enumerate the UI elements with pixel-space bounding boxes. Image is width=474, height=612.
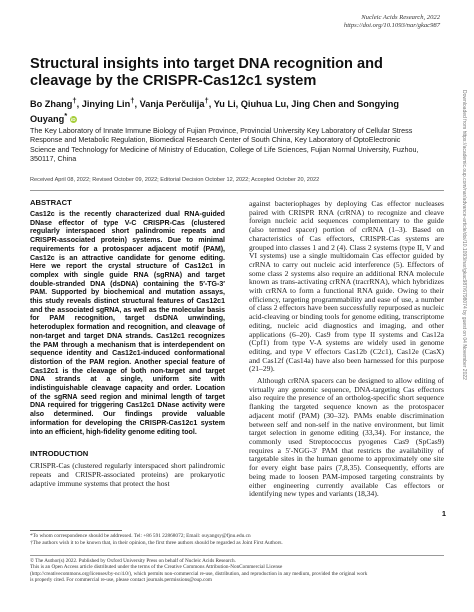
author-name[interactable]: Bo Zhang [30, 99, 73, 110]
doi-link[interactable]: https://doi.org/10.1093/nar/gkac987 [343, 22, 440, 29]
joint-authors-footnote: †The authors wish it to be known that, in their opinion, the first three authors should be regarded as Joint First Authors. [30, 539, 283, 546]
author-name[interactable]: Jing Chen [291, 99, 336, 110]
author-name[interactable]: Yu Li [213, 99, 236, 110]
left-column [30, 198, 225, 488]
page-number: 1 [441, 509, 446, 518]
author-separator: and [335, 99, 358, 110]
download-watermark [459, 90, 469, 550]
equal-contribution-mark: † [72, 96, 77, 105]
author-list [30, 95, 430, 125]
author-separator: , [235, 99, 241, 110]
copyright-line: © The Author(s) 2022. Published by Oxford University Press on behalf of Nucleic Acids Research. [30, 558, 236, 564]
header-divider [30, 190, 444, 191]
license-divider [30, 555, 444, 556]
license-url-line[interactable]: (http://creativecommons.org/licenses/by-nc/4.0/), which permits non-commercial re-use, distribution, and reproduction in any medium, provided the original work [30, 570, 368, 577]
author-separator: , [134, 99, 140, 110]
journal-citation [240, 14, 440, 30]
author-name[interactable]: Qiuhua Lu [240, 99, 287, 110]
abstract-heading: ABSTRACT [30, 198, 72, 207]
corresponding-author-mark: * [64, 111, 68, 121]
footnote-divider [30, 530, 122, 531]
article-title: Structural insights into target DNA recognition and cleavage by the CRISPR-Cas12c1 system [30, 56, 383, 89]
abstract-text: Cas12c is the recently characterized dual RNA-guided DNase effector of type V-C CRISPR-Cas (clustered regularly interspaced short palindromic repeats and CRISPR-associated protein) systems. Due to minimal requirements for a protospacer adjacent motif (PAM), Cas12c is an attractive candidate for genome editing. Here we report the crystal structure of Cas12c1 in complex with single guide RNA (sgRNA) and target double-stranded DNA (dsDNA) containing the 5′-TG-3′ PAM. Supported by biochemical and mutation assays, this study reveals distinct structural features of Cas12c1 and the associated sgRNA, as well as the molecular basis for PAM recognition, target dsDNA unwinding, heteroduplex formation and recognition, and cleavage of non-target and target DNA strands. Cas12c1 recognizes the PAM through a mechanism that is interdependent on sequence identity and Cas12c1-induced conformational distortion of the PAM region. Another special feature of Cas12c1 is the cleavage of both non-target and target DNA strands at a single, uniform site with indistinguishable cleavage capacity and order. Location of the sgRNA seed region and minimal length of target DNA required for triggering Cas12c1 DNase activity were also determined. Our findings provide valuable information for developing the CRISPR-Cas12c1 system into an efficient, high-fidelity genome editing tool. [30, 211, 225, 436]
author-name[interactable]: Songying Ouyang [30, 99, 400, 125]
license-line: This is an Open Access article distributed under the terms of the Creative Commons Attribution-NonCommercial License [30, 564, 283, 571]
license-notice [30, 558, 446, 584]
introduction-paragraph: CRISPR-Cas (clustered regularly interspaced short palindromic repeats and CRISPR-associated proteins) are prokaryotic adaptive immune systems that protect the host [30, 461, 225, 488]
author-separator: , [208, 99, 214, 110]
journal-name: Nucleic Acids Research, 2022 [361, 14, 440, 21]
body-paragraph: Although crRNA spacers can be designed to allow editing of virtually any genomic sequence, DNA-targeting Cas effectors also require the presence of an ortholog-specific short sequence flanking the targeted sequence known as the protospacer adjacent motif (PAM) (30–32). PAMs enable discrimination between self and non-self in the native environment, but limit target selection in genome editing (33,34). For instance, the commonly used Streptococcus pyogenes Cas9 (SpCas9) requires a 5′-NGG-3′ PAM that restricts the availability of targetable sites in the human genome to approximately one site for every eight base pairs (7,8,35). Consequently, efforts are being made to loosen PAM-imposed targeting constraints by either engineering currently available Cas effectors or identifying new types and variants (18,34). [249, 376, 444, 499]
introduction-heading: INTRODUCTION [30, 449, 89, 459]
footnotes [30, 533, 444, 546]
author-name[interactable]: Vanja Perčulija [139, 99, 205, 110]
permissions-line: is properly cited. For commercial re-use, please contact journals.permissions@oup.com [30, 577, 212, 584]
article-dates: Received April 08, 2022; Revised October 09, 2022; Editorial Decision October 12, 2022; Accepted October 20, 2022 [30, 177, 320, 183]
author-separator: , [76, 99, 82, 110]
author-name[interactable]: Jinying Lin [81, 99, 131, 110]
right-column [249, 200, 444, 499]
author-separator: , [286, 99, 292, 110]
body-paragraph: against bacteriophages by deploying Cas effector nucleases paired with CRISPR RNA (crRNA) to recognize and cleave foreign nucleic acid sequences complementary to the guide (also termed spacer) portion of crRNA (1–3). Based on characteristics of Cas effectors, CRISPR-Cas systems are grouped into classes 1 and 2 (4). Class 2 systems (type II, V and VI systems) use a single multidomain Cas effector guided by crRNA to carry out nucleic acid interference (5). Effectors of some class 2 systems also require an additional RNA molecule known as trans-activating crRNA (tracrRNA), which hybridizes with crRNA to form a functional RNA guide. Owing to their efficiency, targeting programmability and ease of use, a number of class 2 effectors have been successfully repurposed as nucleic acid-cleaving or binding tools for genome editing, transcriptome editing, nucleic acid diagnostics and imaging, and other applications (6–20). Cas9 from type II systems and Cas12a (Cpf1) from type V-A systems are widely used in genome editing, and type V effectors Cas12b (C2c1), Cas12e (CasX) and Cas12f (Cas14a) have also been harnessed for this purpose (21–29). [249, 199, 444, 374]
affiliation: The Key Laboratory of Innate Immune Biology of Fujian Province, Provincial University Key Laboratory of Cellular Stress Response and Metabolic Regulation, Biomedical Research Center of South China, Key Laboratory of OptoElectronic Science and Technology for Medicine of Ministry of Education, College of Life Sciences, Fujian Normal University, Fuzhou, 350117, China [30, 126, 419, 163]
equal-contribution-mark: † [204, 96, 209, 105]
orcid-icon[interactable]: iD [70, 117, 76, 123]
download-watermark-text: Downloaded from https://academic.oup.com/nar/advance-article/doi/10.1093/nar/gkac987/6798074 by guest on 04 November 2022 [461, 90, 467, 380]
correspondence-footnote: *To whom correspondence should be addressed. Tel: +86 591 22868072; Email: ouyangsy@fjnu.edu.cn [30, 533, 251, 539]
equal-contribution-mark: † [130, 96, 135, 105]
